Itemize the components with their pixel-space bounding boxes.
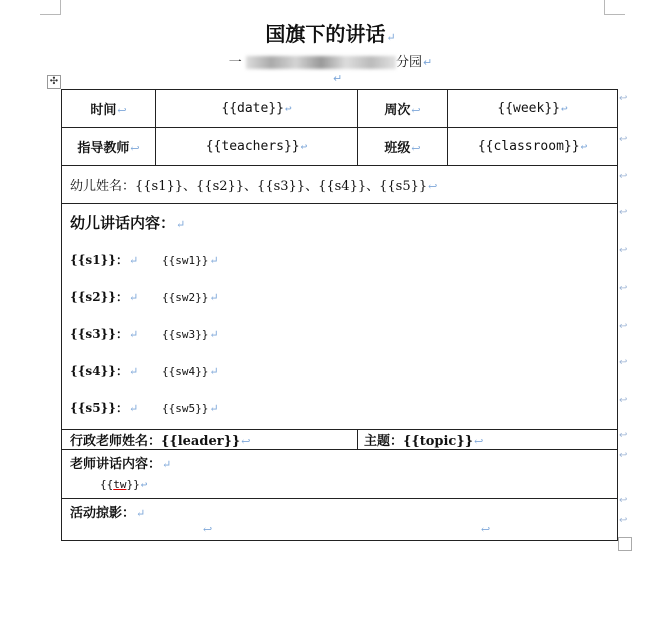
row-end-mark: ↩ <box>619 495 628 506</box>
content-heading <box>70 212 609 233</box>
paragraph-mark: ↵ <box>128 291 139 304</box>
cell-mark: ↩ <box>140 478 148 491</box>
teacher-speech-label-text: 老师讲话内容： <box>70 457 162 472</box>
title-text: 国旗下的讲话 <box>265 22 386 46</box>
paragraph-mark: ↵ <box>386 31 396 44</box>
speech-value: {{sw5}} <box>162 402 209 415</box>
speech-key-text: {{s5}}： <box>70 401 128 415</box>
row-end-mark: ↩ <box>619 515 628 526</box>
leader-line: 行政老师姓名：{{leader}} <box>70 434 241 449</box>
table-row <box>62 128 618 166</box>
speech-record-table <box>61 89 618 541</box>
crop-mark-top-left <box>40 0 61 15</box>
cell-mark: ↩ <box>428 180 438 193</box>
photo-placeholder-row <box>70 521 609 535</box>
speech-value: {{sw1}} <box>162 254 209 267</box>
teachers-cell[interactable] <box>156 128 358 166</box>
photo-cell[interactable] <box>62 499 618 541</box>
week-cell[interactable] <box>448 90 618 128</box>
table-row <box>62 166 618 204</box>
speech-value: {{sw2}} <box>162 291 209 304</box>
label-class: 班级 <box>384 141 411 156</box>
paragraph-mark: ↵ <box>209 291 219 304</box>
paragraph-mark: ↵ <box>209 254 219 267</box>
content-heading-text: 幼儿讲话内容： <box>70 214 176 232</box>
speech-item <box>70 399 609 423</box>
row-end-mark: ↩ <box>619 245 628 256</box>
speech-item <box>70 325 609 362</box>
paragraph-mark: ↵ <box>162 458 172 471</box>
document-subtitle[interactable] <box>0 51 661 70</box>
speech-item <box>70 251 609 288</box>
child-names-line: 幼儿姓名：{{s1}}、{{s2}}、{{s3}}、{{s4}}、{{s5}} <box>70 179 428 194</box>
paragraph-mark: ↵ <box>176 218 186 231</box>
row-end-mark: ↩ <box>619 207 628 218</box>
teacher-speech-label <box>70 453 609 472</box>
label-week-cell[interactable] <box>358 90 448 128</box>
cell-mark: ↩ <box>561 102 568 115</box>
paragraph-mark: ↵ <box>209 328 219 341</box>
subtitle-suffix: 分园 <box>395 55 422 70</box>
speech-key-text: {{s3}}： <box>70 327 128 341</box>
cell-mark: ↩ <box>411 142 421 155</box>
row-end-mark: ↩ <box>619 430 628 441</box>
table-row <box>62 204 618 430</box>
speech-item <box>70 288 609 325</box>
photo-label <box>70 502 609 521</box>
label-time: 时间 <box>90 103 117 118</box>
leader-cell[interactable] <box>62 430 358 450</box>
speech-key <box>70 362 162 379</box>
subtitle-prefix: 一 <box>228 55 242 70</box>
photo-label-text: 活动掠影： <box>70 506 136 521</box>
row-end-mark: ↩ <box>619 171 628 182</box>
paragraph-mark: ↵ <box>128 254 139 267</box>
week-placeholder: {{week}} <box>497 101 560 116</box>
speech-key-text: {{s2}}： <box>70 290 128 304</box>
row-end-mark: ↩ <box>619 357 628 368</box>
classroom-placeholder: {{classroom}} <box>477 139 580 154</box>
paragraph-mark: ↵ <box>333 72 343 85</box>
cell-mark: ↩ <box>241 435 251 448</box>
teacher-speech-placeholder: tw <box>113 478 127 491</box>
redacted-text <box>246 56 396 69</box>
child-names-cell[interactable] <box>62 166 618 204</box>
table-row <box>62 430 618 450</box>
speech-key-text: {{s1}}： <box>70 253 128 267</box>
table-row <box>62 450 618 499</box>
row-end-mark: ↩ <box>619 321 628 332</box>
classroom-cell[interactable] <box>448 128 618 166</box>
table-row <box>62 90 618 128</box>
date-placeholder: {{date}} <box>221 101 284 116</box>
cell-mark: ↩ <box>580 140 588 153</box>
speech-key <box>70 399 162 416</box>
table-row <box>62 499 618 541</box>
cell-mark: ↩ <box>481 523 491 536</box>
label-teacher-cell[interactable] <box>62 128 156 166</box>
crop-mark-top-right <box>604 0 625 15</box>
label-teacher: 指导教师 <box>77 141 130 156</box>
topic-cell[interactable] <box>358 430 618 450</box>
cell-mark: ↩ <box>117 104 127 117</box>
document-title[interactable] <box>0 18 661 47</box>
teacher-speech-value: {{tw}}↩ <box>100 478 148 491</box>
cell-mark: ↩ <box>411 104 421 117</box>
speech-key-text: {{s4}}： <box>70 364 128 378</box>
label-class-cell[interactable] <box>358 128 448 166</box>
paragraph-mark: ↵ <box>128 402 139 415</box>
speech-item <box>70 362 609 399</box>
paragraph-mark: ↵ <box>209 402 219 415</box>
paragraph-mark: ↵ <box>128 365 139 378</box>
speech-value: {{sw3}} <box>162 328 209 341</box>
child-speech-cell[interactable] <box>62 204 618 430</box>
label-time-cell[interactable] <box>62 90 156 128</box>
date-cell[interactable] <box>156 90 358 128</box>
label-week: 周次 <box>384 103 411 118</box>
row-end-mark: ↩ <box>619 93 628 104</box>
speech-key <box>70 251 162 268</box>
teachers-placeholder: {{teachers}} <box>205 139 300 154</box>
speech-key <box>70 288 162 305</box>
paragraph-mark: ↵ <box>209 365 219 378</box>
row-end-mark: ↩ <box>619 283 628 294</box>
paragraph-mark: ↵ <box>128 328 139 341</box>
cell-mark: ↩ <box>130 142 140 155</box>
row-end-mark: ↩ <box>619 395 628 406</box>
table-move-handle-icon[interactable]: ✣ <box>47 75 61 89</box>
speech-key <box>70 325 162 342</box>
teacher-speech-cell[interactable] <box>62 450 618 499</box>
cell-mark: ↩ <box>285 102 292 115</box>
cell-mark: ↩ <box>474 435 484 448</box>
end-of-table-marker <box>618 537 632 551</box>
paragraph-mark: ↵ <box>422 56 433 69</box>
paragraph-mark: ↵ <box>136 507 146 520</box>
cell-mark: ↩ <box>203 523 213 536</box>
topic-line: 主题：{{topic}} <box>364 434 474 449</box>
row-end-mark: ↩ <box>619 450 628 461</box>
speech-value: {{sw4}} <box>162 365 209 378</box>
row-end-mark: ↩ <box>619 134 628 145</box>
cell-mark: ↩ <box>300 140 308 153</box>
